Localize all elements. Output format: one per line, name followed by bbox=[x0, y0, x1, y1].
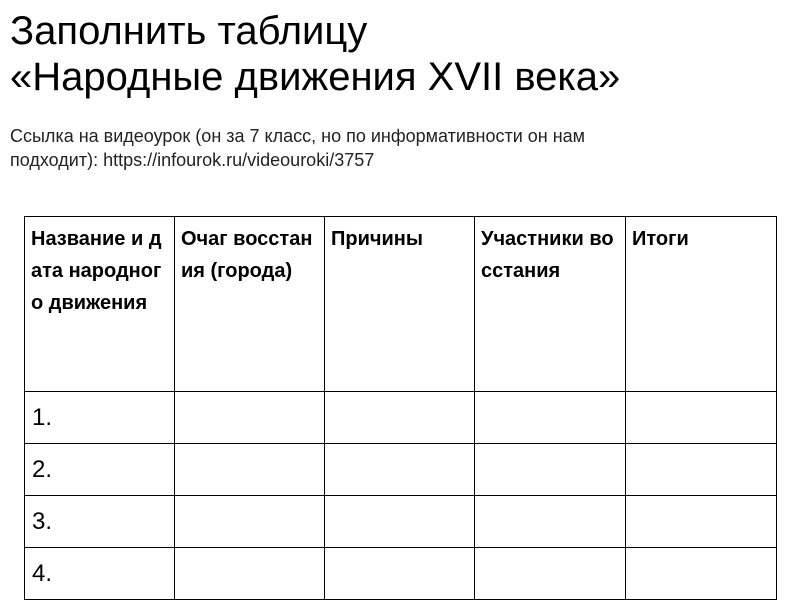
table-cell[interactable] bbox=[626, 392, 777, 444]
table-cell[interactable] bbox=[175, 392, 325, 444]
video-lesson-note bbox=[10, 124, 770, 172]
table-cell[interactable]: 4. bbox=[25, 548, 175, 600]
page-title-line-2: «Народные движения XVII века» bbox=[10, 55, 621, 99]
table-cell[interactable]: 1. bbox=[25, 392, 175, 444]
table-cell[interactable] bbox=[475, 548, 626, 600]
table-cell[interactable]: 3. bbox=[25, 496, 175, 548]
table-cell[interactable] bbox=[475, 392, 626, 444]
video-lesson-note-line-1: Ссылка на видеоурок (он за 7 класс, но по информативности он нам bbox=[10, 126, 586, 146]
table-cell[interactable] bbox=[325, 392, 475, 444]
table-row bbox=[25, 496, 777, 548]
table-cell[interactable] bbox=[475, 444, 626, 496]
column-header-results: Итоги bbox=[626, 217, 777, 392]
column-header-causes: Причины bbox=[325, 217, 475, 392]
table-cell[interactable] bbox=[626, 548, 777, 600]
table-row bbox=[25, 444, 777, 496]
page-title bbox=[10, 8, 620, 100]
table-cell[interactable] bbox=[325, 444, 475, 496]
table-cell[interactable] bbox=[175, 548, 325, 600]
table-row bbox=[25, 548, 777, 600]
table-cell[interactable] bbox=[175, 444, 325, 496]
video-lesson-note-line-2: подходит): https://infourok.ru/videouroki/3757 bbox=[10, 150, 375, 170]
column-header-participants: Участники восстания bbox=[475, 217, 626, 392]
table-cell[interactable]: 2. bbox=[25, 444, 175, 496]
table-cell[interactable] bbox=[626, 496, 777, 548]
table-cell[interactable] bbox=[175, 496, 325, 548]
table-row bbox=[25, 392, 777, 444]
page-title-line-1: Заполнить таблицу bbox=[10, 9, 368, 53]
table-header-row bbox=[25, 217, 777, 392]
uprisings-table bbox=[24, 216, 777, 600]
column-header-center: Очаг восстания (города) bbox=[175, 217, 325, 392]
table-cell[interactable] bbox=[475, 496, 626, 548]
table-cell[interactable] bbox=[626, 444, 777, 496]
table-cell[interactable] bbox=[325, 496, 475, 548]
column-header-name-date: Название и дата народного движения bbox=[25, 217, 175, 392]
table-cell[interactable] bbox=[325, 548, 475, 600]
